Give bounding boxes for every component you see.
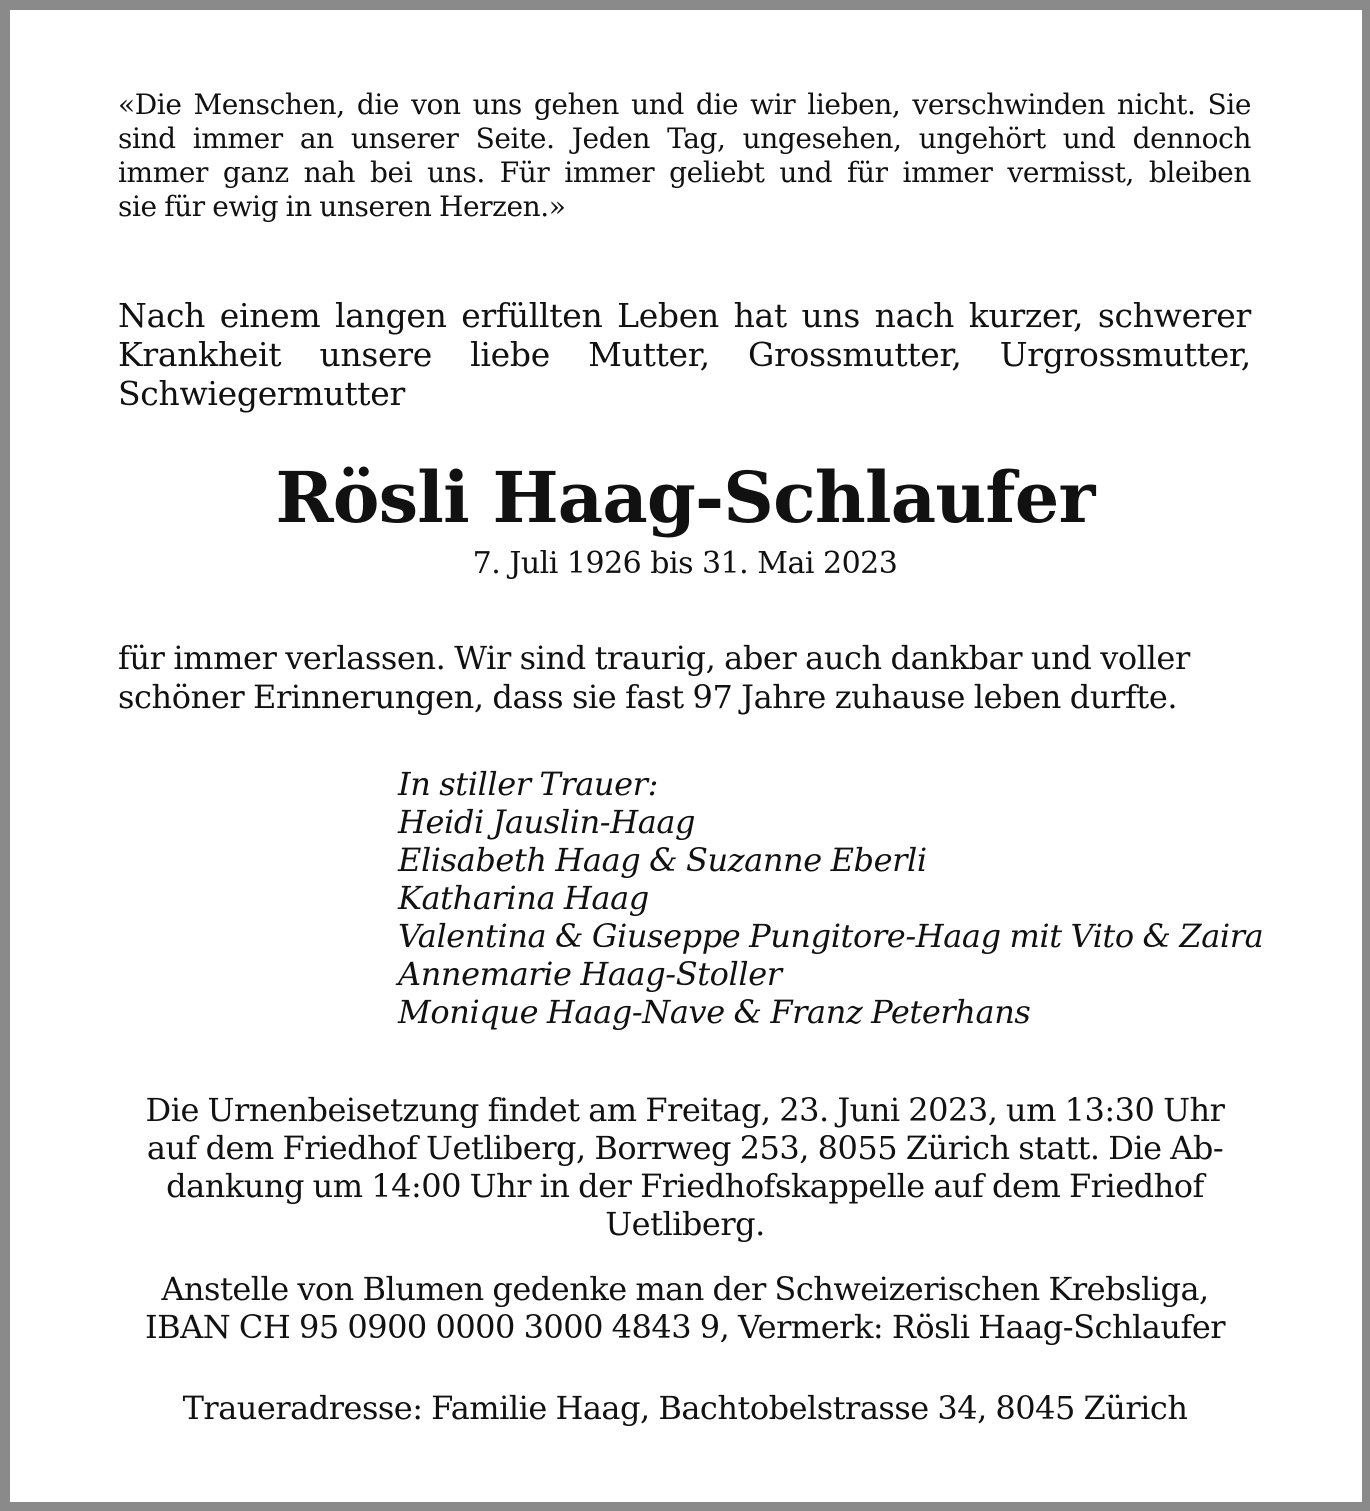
intro-line: Schwiegermutter [118,374,405,413]
mourner-name: Elisabeth Haag & Suzanne Eberli [398,841,927,879]
funeral-line: auf dem Friedhof Uetliberg, Borrweg 253, 8055 Zürich statt. Die Ab- [146,1129,1224,1167]
mourner-name: Annemarie Haag-Stoller [398,955,782,993]
mourner-name: Valentina & Giuseppe Pungitore-Haag mit Vito & Zaira [398,917,1264,955]
address-line: Traueradresse: Familie Haag, Bachtobelstrasse 34, 8045 Zürich [182,1389,1188,1427]
quote-line: immer ganz nah bei uns. Für immer geliebt und für immer vermisst, bleiben [118,156,1251,189]
mourner-name: Katharina Haag [398,879,649,917]
quote-line: «Die Menschen, die von uns gehen und die wir lieben, verschwinden nicht. Sie [118,88,1251,121]
quote-line: sind immer an unserer Seite. Jeden Tag, ungesehen, ungehört und dennoch [118,122,1251,155]
donation-line: IBAN CH 95 0900 0000 3000 4843 9, Vermerk: Rösli Haag-Schlaufer [144,1308,1226,1346]
closing-line: schöner Erinnerungen, dass sie fast 97 Jahre zuhause leben durfte. [118,678,1178,716]
donation-note [110,1270,1260,1346]
mourner-name: Heidi Jauslin-Haag [398,803,696,841]
mourner-name: Monique Haag-Nave & Franz Peterhans [398,993,1031,1031]
mourning-address [110,1389,1260,1427]
closing-line: für immer verlassen. Wir sind traurig, aber auch dankbar und voller [118,639,1190,677]
intro-line: Nach einem langen erfüllten Leben hat uns nach kurzer, schwerer [118,296,1251,335]
life-dates: 7. Juli 1926 bis 31. Mai 2023 [472,546,898,581]
mourners-list [398,765,1298,1031]
funeral-line: Die Urnenbeisetzung findet am Freitag, 23. Juni 2023, um 13:30 Uhr [145,1091,1225,1129]
deceased-name: Rösli Haag-Schlaufer [275,456,1095,539]
intro-line: Krankheit unsere liebe Mutter, Grossmutter, Urgrossmutter, [118,335,1251,374]
funeral-details [110,1091,1260,1243]
mourners-heading: In stiller Trauer: [398,765,658,803]
intro-paragraph [118,296,1251,413]
donation-line: Anstelle von Blumen gedenke man der Schweizerischen Krebsliga, [161,1270,1209,1308]
opening-quote [118,88,1251,224]
funeral-line: Uetliberg. [605,1205,765,1243]
quote-line: sie für ewig in unseren Herzen.» [118,190,566,223]
closing-paragraph [118,639,1251,717]
funeral-line: dankung um 14:00 Uhr in der Friedhofskappelle auf dem Friedhof [166,1167,1204,1205]
